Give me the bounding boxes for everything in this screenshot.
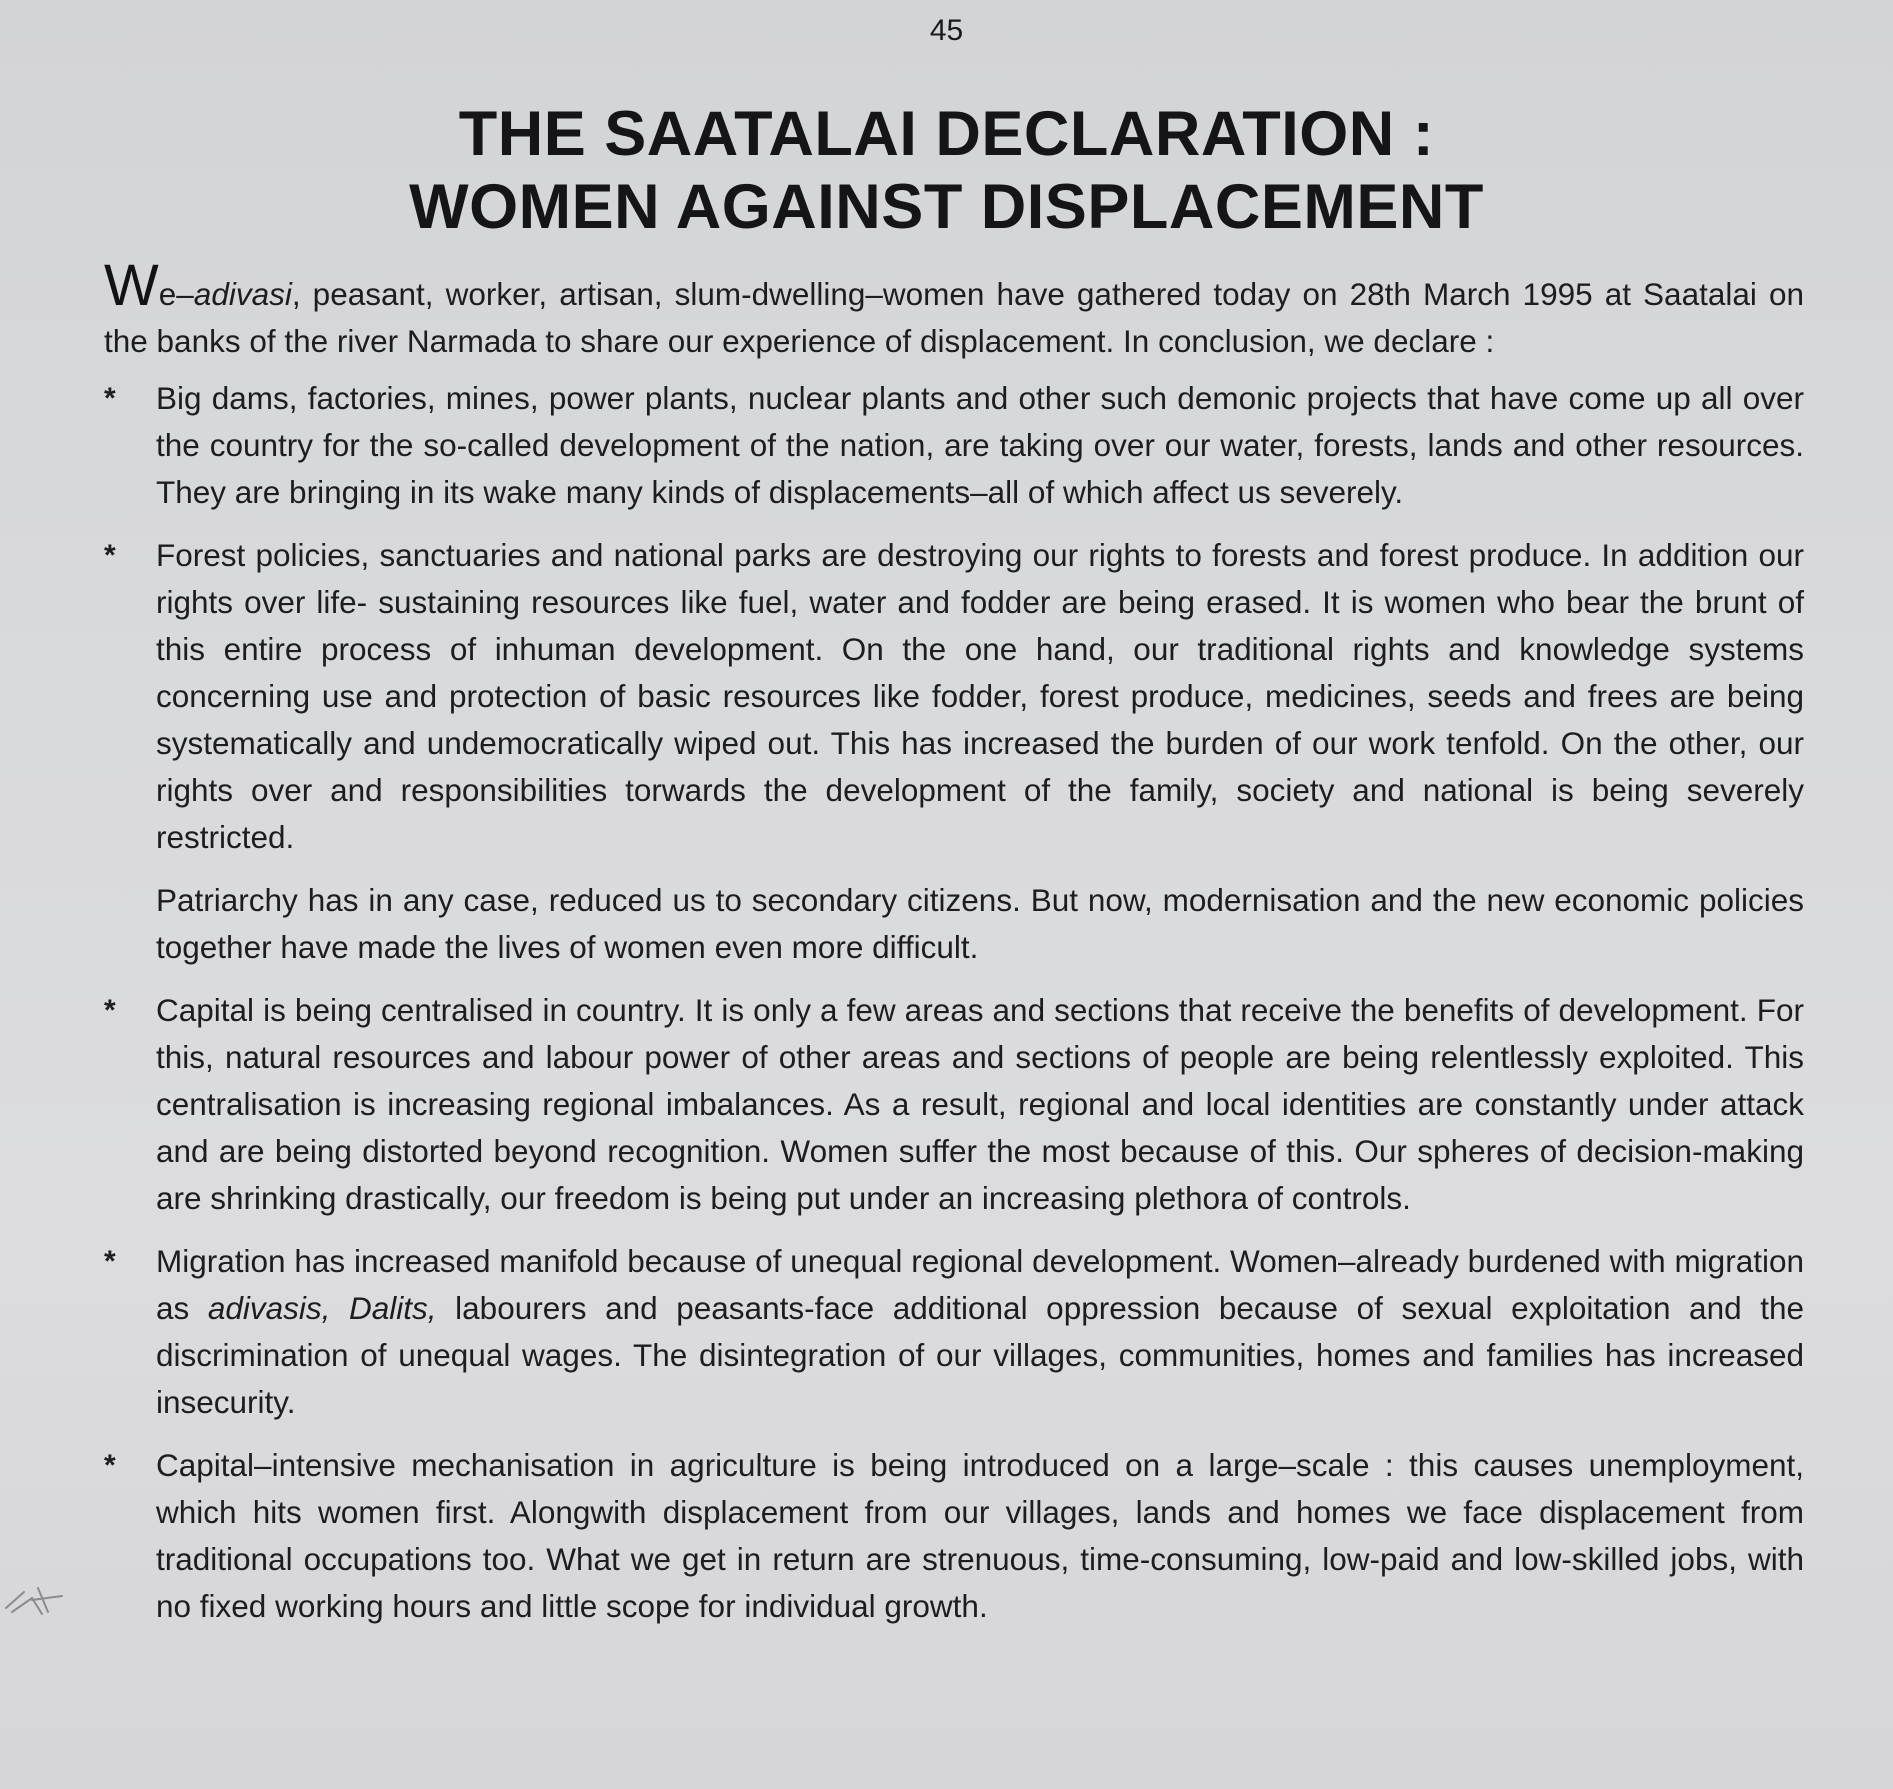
- intro-italic-adivasi: adivasi: [193, 276, 292, 312]
- point-1-text: Big dams, factories, mines, power plants, nuclear plants and other such demonic projects that have come up all over the country for the so-called development of the nation, are taking over our water, forests, lands and other resources. They are bringing in its wake many kinds of displacements–all of which affect us severely.: [156, 380, 1804, 510]
- asterisk-bullet-icon: *: [104, 382, 116, 415]
- declaration-point-5: [104, 1442, 1804, 1630]
- asterisk-bullet-icon: *: [104, 539, 116, 572]
- point-2-text: Forest policies, sanctuaries and national parks are destroying our rights to forests and forest produce. In addition our rights over life- sustaining resources like fuel, water and fodder are being erased. It is women who bear the brunt of this entire process of inhuman development. On the one hand, our traditional rights and knowledge systems concerning use and protection of basic resources like fodder, forest produce, medicines, seeds and frees are being systematically and undemocratically wiped out. This has increased the burden of our work tenfold. On the other, our rights over and responsibilities torwards the development of the family, society and national is being severely restricted.: [156, 537, 1804, 855]
- page-title: [0, 98, 1893, 244]
- intro-paragraph: [104, 253, 1804, 365]
- drop-cap: W: [104, 253, 159, 318]
- declaration-point-1: [104, 375, 1804, 516]
- declaration-point-2: [104, 532, 1804, 861]
- intro-text-rest: , peasant, worker, artisan, slum-dwelling–women have gathered today on 28th March 1995 at Saatalai on the banks of the river Narmada to share our experience of displacement. In conclusion, we declare :: [104, 276, 1804, 359]
- title-line-2: WOMEN AGAINST DISPLACEMENT: [409, 172, 1484, 242]
- declaration-body: [104, 253, 1805, 1646]
- asterisk-bullet-icon: *: [104, 1449, 116, 1482]
- point-4-italic: adivasis, Dalits,: [207, 1290, 437, 1326]
- page-number: 45: [929, 14, 964, 47]
- point-4-text-rest: labourers and peasants-face additional oppression because of sexual exploitation and the discrimination of unequal wages. The disintegration of our villages, communities, homes and families has increased insecurity.: [156, 1290, 1805, 1420]
- point-4-text-start: Migration has increased manifold because of unequal regional development. Women–already burdened with migration as: [156, 1243, 1804, 1326]
- asterisk-bullet-icon: *: [104, 994, 116, 1027]
- declaration-point-3: [104, 987, 1804, 1222]
- declaration-point-2-continued: [104, 877, 1804, 971]
- declaration-point-4: [104, 1238, 1804, 1426]
- title-line-1: THE SAATALAI DECLARATION :: [458, 99, 1435, 169]
- asterisk-bullet-icon: *: [104, 1245, 116, 1278]
- pencil-scribble-icon: [2, 1578, 82, 1624]
- intro-text-start: e–: [158, 276, 194, 312]
- point-5-text: Capital–intensive mechanisation in agriculture is being introduced on a large–scale : this causes unemployment, which hits women first. Alongwith displacement from our villages, lands and homes we face displacement from traditional occupations too. What we get in return are strenuous, time-consuming, low-paid and low-skilled jobs, with no fixed working hours and little scope for individual growth.: [156, 1447, 1804, 1624]
- point-2-continued-text: Patriarchy has in any case, reduced us to secondary citizens. But now, modernisation and the new economic policies together have made the lives of women even more difficult.: [156, 882, 1804, 965]
- point-3-text: Capital is being centralised in country. It is only a few areas and sections that receive the benefits of development. For this, natural resources and labour power of other areas and sections of people are being relentlessly exploited. This centralisation is increasing regional imbalances. As a result, regional and local identities are constantly under attack and are being distorted beyond recognition. Women suffer the most because of this. Our spheres of decision-making are shrinking drastically, our freedom is being put under an increasing plethora of controls.: [156, 992, 1804, 1216]
